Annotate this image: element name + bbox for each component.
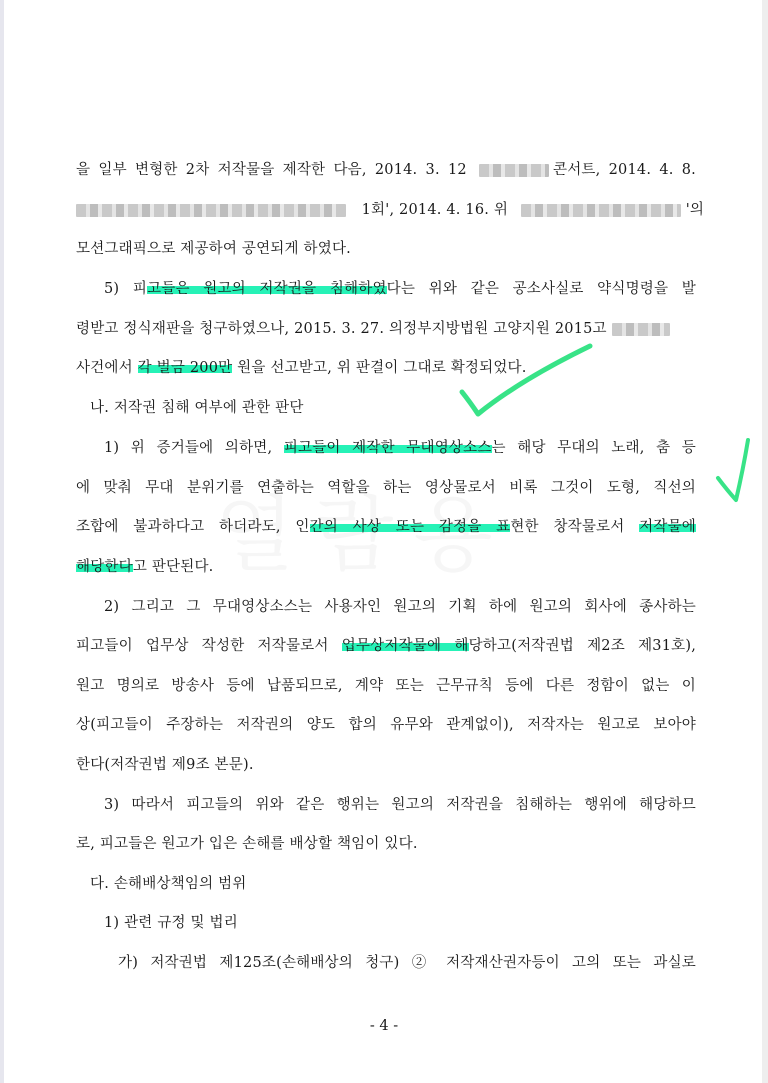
text-run: 나. 저작권 침해 여부에 관한 판단 (90, 400, 304, 416)
text-run: 모션그래픽으로 제공하여 공연되게 하였다. (76, 241, 351, 257)
check-mark-icon (718, 440, 748, 500)
text-run: 원을 선고받고, 위 판결이 그대로 확정되었다. (232, 360, 527, 376)
text-run: 가) 저작권법 제125조(손해배상의 청구) ② 저작재산권자등이 고의 또는 과실로 (118, 955, 696, 971)
highlighted-text: 해당한다 (76, 559, 133, 575)
text-run: 령받고 정식재판을 청구하였으나, 2015. 3. 27. 의정부지방법원 고양지원 2015고 (76, 321, 607, 337)
text-run: 는 해당 무대의 노래, 춤 등 (491, 440, 697, 456)
text-run: 현한 창작물로서 (510, 519, 640, 535)
text-run: 에 맞춰 무대 분위기를 연출하는 역할을 하는 영상물로서 비록 그것이 도형, 직선의 (76, 480, 696, 496)
text-run: 조합에 불과하다고 하더라도, 인 (76, 519, 310, 535)
text-run: 1) 위 증거들에 의하면, (104, 440, 284, 456)
text-run: 당하고(저작권법 제2조 제31호), (468, 638, 696, 654)
highlighted-text: 업무상저작물에 해 (341, 638, 469, 654)
text-run: 1회', 2014. 4. 16. 위 (361, 202, 509, 218)
highlighted-text: 간의 사상 또는 감정을 표 (309, 519, 511, 535)
text-run: 사건에서 (76, 360, 138, 376)
highlighted-text: 저작물에 (639, 519, 696, 535)
text-run: 로, 피고들은 원고가 입은 손해를 배상할 책임이 있다. (76, 836, 418, 852)
text-run: 원고 명의로 방송사 등에 납품되므로, 계약 또는 근무규칙 등에 다른 정함이 없는 이 (76, 678, 696, 694)
highlighted-text: 고들은 원고의 저작권을 침해하였 (147, 281, 387, 297)
text-run: 을 일부 변형한 2차 저작물을 제작한 다음, 2014. 3. 12 (76, 162, 467, 178)
text-run: 3) 따라서 피고들의 위와 같은 행위는 원고의 저작권을 침해하는 행위에 해당하므 (104, 797, 696, 813)
text-run: 2) 그리고 그 무대영상소스는 사용자인 원고의 기획 하에 원고의 회사에 종사하는 (104, 599, 696, 615)
text-run: 피고들이 업무상 작성한 저작물로서 (76, 638, 342, 654)
highlighted-text: 피고들이 제작한 무대영상소스 (283, 440, 492, 456)
text-run: 고 판단된다. (132, 559, 214, 575)
text-run: 한다(저작권법 제9조 본문). (76, 757, 254, 773)
text-run: 상(피고들이 주장하는 저작권의 양도 합의 유무와 관계없이), 저작자는 원고로 보아야 (76, 717, 696, 733)
text-run: 다는 위와 같은 공소사실로 약식명령을 발 (386, 281, 696, 297)
text-run: 1) 관련 규정 및 법리 (104, 915, 238, 931)
check-mark-icon (462, 346, 590, 414)
page-number: - 4 - (369, 1018, 399, 1034)
text-run: '의 (685, 202, 705, 218)
highlighted-text: 각 벌금 200만 (137, 360, 233, 376)
text-run: 5) 피 (104, 281, 148, 297)
text-run: 다. 손해배상책임의 범위 (90, 876, 247, 892)
text-run: 콘서트, 2014. 4. 8. (553, 162, 696, 178)
